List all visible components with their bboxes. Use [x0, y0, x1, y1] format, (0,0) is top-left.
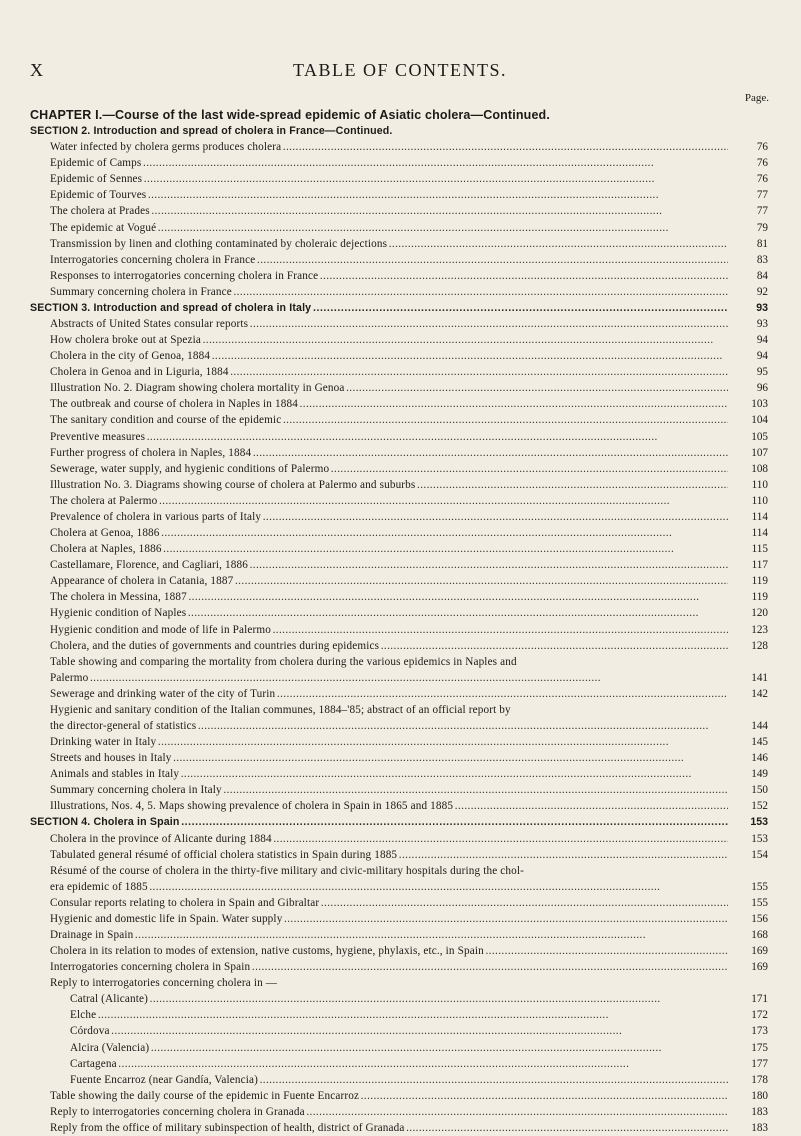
toc-entry-label	[50, 252, 728, 268]
toc-entry-label	[70, 991, 728, 1007]
toc-entry-label	[50, 509, 728, 525]
toc-entry	[30, 364, 768, 380]
toc-entry-text: Cholera at Genoa, 1886	[50, 527, 160, 540]
toc-entry	[30, 412, 768, 428]
toc-entry-text: Córdova	[70, 1025, 110, 1038]
toc-entry-text: The sanitary condition and course of the epidemic	[50, 414, 282, 427]
toc-entry-text: Hygienic condition of Naples	[50, 607, 187, 620]
toc-entry-label	[50, 557, 728, 573]
toc-entry-text: Preventive measures	[50, 430, 146, 443]
toc-entry-page: 93	[756, 301, 768, 314]
toc-entry-label	[50, 589, 728, 605]
toc-entry-page: 107	[751, 446, 768, 459]
toc-entry-text: Cholera in Genoa and in Liguria, 1884	[50, 366, 229, 379]
toc-entry-page: 141	[751, 671, 768, 684]
toc-entry-label	[50, 959, 728, 975]
toc-entry-text: Transmission by linen and clothing contaminated by choleraic dejections	[50, 237, 388, 250]
toc-entry-page: 156	[751, 912, 768, 925]
toc-entry-label	[50, 284, 728, 300]
toc-entry-page: 92	[756, 285, 768, 298]
toc-entry-text: Drainage in Spain	[50, 928, 134, 941]
toc-entry-text: Epidemic of Sennes	[50, 173, 143, 186]
toc-entry-page: 180	[751, 1089, 768, 1102]
toc-entry	[30, 1023, 768, 1039]
toc-entry	[30, 718, 768, 734]
toc-entry	[30, 589, 768, 605]
toc-entry-text: Sewerage and drinking water of the city of Turin	[50, 687, 276, 700]
toc-entry-label	[30, 300, 728, 316]
toc-entry-label	[50, 1104, 728, 1120]
toc-entry-page: 114	[751, 510, 768, 523]
toc-entry-page: 81	[756, 237, 768, 250]
toc-entry	[30, 1104, 768, 1120]
toc-entry-page: 110	[751, 494, 768, 507]
toc-entry	[30, 461, 768, 477]
toc-entry-page: 79	[756, 221, 768, 234]
toc-entry-page: 168	[751, 928, 768, 941]
toc-entry-label	[50, 139, 728, 155]
chapter-heading	[30, 107, 768, 123]
toc-entry-label	[50, 847, 728, 863]
toc-entry-text: Prevalence of cholera in various parts of Italy	[50, 510, 262, 523]
toc-entry-label	[50, 798, 728, 814]
toc-entry-page: 76	[756, 157, 768, 170]
toc-entry-page: 114	[751, 527, 768, 540]
toc-entry-label	[50, 477, 728, 493]
toc-entry	[30, 1072, 768, 1088]
toc-entry-page: 83	[756, 253, 768, 266]
toc-entry-text: Cartagena	[70, 1057, 117, 1070]
toc-entry-text: Hygienic and sanitary condition of the Italian communes, 1884–'85; abstract of an official report by	[50, 703, 511, 716]
toc-entry-text: Cholera, and the duties of governments and countries during epidemics	[50, 639, 380, 652]
toc-entry-label	[50, 863, 728, 879]
toc-entry-text: Reply to interrogatories concerning cholera in —	[50, 977, 278, 990]
toc-entry	[30, 959, 768, 975]
page-title: TABLE OF CONTENTS.	[292, 60, 508, 80]
toc-entry-label	[50, 943, 728, 959]
toc-entry-label	[50, 895, 728, 911]
toc-entry	[30, 573, 768, 589]
toc-entry-page: 77	[756, 189, 768, 202]
toc-entry	[30, 750, 768, 766]
toc-entry-label	[50, 268, 728, 284]
toc-entry-text: Sewerage, water supply, and hygienic conditions of Palermo	[50, 462, 330, 475]
toc-entry	[30, 1088, 768, 1104]
toc-entry-label	[50, 203, 728, 219]
toc-entry-label	[30, 814, 728, 830]
toc-entry-text: Alcira (Valencia)	[70, 1041, 150, 1054]
toc-entry-text: The cholera at Palermo	[50, 494, 158, 507]
toc-entry-label	[50, 686, 728, 702]
toc-entry-page: 178	[751, 1073, 768, 1086]
section-heading	[30, 300, 768, 316]
toc-entry-page: 84	[756, 269, 768, 282]
toc-entry-page: 146	[751, 752, 768, 765]
toc-entry-label	[50, 911, 728, 927]
toc-entry-label	[50, 155, 728, 171]
toc-entry	[30, 927, 768, 943]
toc-entry-text: Epidemic of Camps	[50, 157, 142, 170]
toc-entry	[30, 1007, 768, 1023]
toc-entry-label	[50, 541, 728, 557]
toc-entry-label	[50, 316, 728, 332]
toc-entry	[30, 171, 768, 187]
section-heading	[30, 814, 768, 830]
toc-entry-text: Drinking water in Italy	[50, 736, 157, 749]
toc-entry-page: 95	[756, 366, 768, 379]
toc-entry	[30, 975, 768, 991]
toc-entry	[30, 203, 768, 219]
toc-entry-label	[50, 236, 728, 252]
toc-entry-text: Catral (Alicante)	[70, 993, 149, 1006]
toc-entry-page: 153	[750, 816, 768, 829]
toc-entry	[30, 268, 768, 284]
toc-entry	[30, 525, 768, 541]
toc-entry-page: 152	[751, 800, 768, 813]
toc-entry-text: Cholera in the city of Genoa, 1884	[50, 350, 211, 363]
toc-entry-text: era epidemic of 1885	[50, 880, 148, 893]
toc-entry	[30, 605, 768, 621]
toc-entry	[30, 1040, 768, 1056]
toc-entry	[30, 396, 768, 412]
toc-entry-page: 150	[751, 784, 768, 797]
toc-entry-label	[70, 1056, 728, 1072]
toc-entry-label	[50, 702, 728, 718]
toc-entry	[30, 284, 768, 300]
toc-entry-label	[50, 461, 728, 477]
toc-entry	[30, 477, 768, 493]
toc-entry-label	[70, 1040, 728, 1056]
toc-entry-label	[50, 380, 728, 396]
toc-entry-page: 153	[751, 832, 768, 845]
toc-entry	[30, 686, 768, 702]
toc-entry	[30, 1056, 768, 1072]
toc-entry	[30, 622, 768, 638]
toc-entry	[30, 445, 768, 461]
toc-entry-text: Hygienic condition and mode of life in Palermo	[50, 623, 271, 636]
toc-entry-page: 108	[751, 462, 768, 475]
toc-entry-page: 94	[756, 350, 768, 363]
toc-entry-label	[50, 927, 728, 943]
toc-entry-label	[70, 1023, 728, 1039]
toc-entry-page: 144	[751, 719, 768, 732]
toc-entry-text: Interrogatories concerning cholera in France	[50, 253, 256, 266]
toc-entry-page: 171	[751, 993, 768, 1006]
toc-entry	[30, 1120, 768, 1136]
toc-entry	[30, 670, 768, 686]
toc-entry	[30, 654, 768, 670]
toc-entry-text: Further progress of cholera in Naples, 1884	[50, 446, 252, 459]
toc-entry-label	[50, 654, 728, 670]
toc-entry-page: 120	[751, 607, 768, 620]
toc-entry-text: Epidemic of Tourves	[50, 189, 147, 202]
toc-entry	[30, 429, 768, 445]
toc-entry-text: Reply from the office of military subinspection of health, district of Granada	[50, 1121, 405, 1134]
table-of-contents	[30, 107, 768, 1136]
toc-entry-label	[50, 670, 728, 686]
toc-entry-page: 145	[751, 736, 768, 749]
toc-entry-page: 93	[756, 318, 768, 331]
toc-entry-label	[50, 831, 728, 847]
toc-entry	[30, 895, 768, 911]
toc-entry-text: Responses to interrogatories concerning cholera in France	[50, 269, 319, 282]
toc-entry-text: Abstracts of United States consular reports	[50, 318, 249, 331]
toc-entry-page: 117	[751, 559, 768, 572]
toc-entry-text: Illustration No. 2. Diagram showing cholera mortality in Genoa	[50, 382, 345, 395]
toc-entry-page: 77	[756, 205, 768, 218]
toc-entry-text: Interrogatories concerning cholera in Spain	[50, 961, 251, 974]
toc-entry-text: Appearance of cholera in Catania, 1887	[50, 575, 234, 588]
toc-entry-label	[50, 750, 728, 766]
toc-entry-text: The cholera at Prades	[50, 205, 150, 218]
toc-entry	[30, 332, 768, 348]
toc-entry-text: Illustration No. 3. Diagrams showing course of cholera at Palermo and suburbs	[50, 478, 416, 491]
toc-entry-page: 172	[751, 1009, 768, 1022]
toc-entry-label	[50, 605, 728, 621]
toc-entry-text: Elche	[70, 1009, 97, 1022]
toc-entry	[30, 991, 768, 1007]
toc-entry-label	[30, 107, 728, 123]
toc-entry-label	[50, 348, 728, 364]
toc-entry-label	[50, 220, 728, 236]
toc-entry-text: Summary concerning cholera in Italy	[50, 784, 222, 797]
toc-entry-page: 119	[751, 591, 768, 604]
toc-entry	[30, 831, 768, 847]
toc-entry-page: 142	[751, 687, 768, 700]
toc-entry-page: 105	[751, 430, 768, 443]
toc-entry	[30, 220, 768, 236]
toc-entry-page: 175	[751, 1041, 768, 1054]
toc-entry-page: 155	[751, 880, 768, 893]
toc-entry-label	[50, 412, 728, 428]
toc-entry-page: 149	[751, 768, 768, 781]
toc-entry	[30, 863, 768, 879]
toc-entry-page: 169	[751, 945, 768, 958]
toc-entry-label	[50, 187, 728, 203]
toc-entry-text: SECTION 2. Introduction and spread of cholera in France—Continued.	[30, 125, 393, 138]
toc-entry-text: Résumé of the course of cholera in the thirty-five military and civic-military hospitals during the chol-	[50, 864, 524, 877]
toc-entry-page: 183	[751, 1121, 768, 1134]
toc-entry-page: 94	[756, 334, 768, 347]
toc-entry	[30, 782, 768, 798]
toc-entry	[30, 252, 768, 268]
toc-entry-text: Cholera in its relation to modes of extension, native customs, hygiene, phylaxis, etc., in Spain	[50, 945, 484, 958]
toc-entry	[30, 798, 768, 814]
toc-entry-text: Reply to interrogatories concerning cholera in Granada	[50, 1105, 305, 1118]
toc-entry	[30, 316, 768, 332]
toc-entry	[30, 879, 768, 895]
toc-entry-text: Table showing the daily course of the epidemic in Fuente Encarroz	[50, 1089, 360, 1102]
toc-entry	[30, 139, 768, 155]
toc-entry-label	[50, 396, 728, 412]
toc-entry	[30, 509, 768, 525]
toc-entry-label	[50, 638, 728, 654]
toc-entry	[30, 236, 768, 252]
toc-entry-text: The epidemic at Vogué	[50, 221, 157, 234]
toc-entry-text: Castellamare, Florence, and Cagliari, 1886	[50, 559, 248, 572]
toc-entry	[30, 702, 768, 718]
toc-entry-label	[50, 364, 728, 380]
running-head	[30, 60, 770, 84]
toc-entry-text: Water infected by cholera germs produces cholera	[50, 141, 282, 154]
toc-entry	[30, 541, 768, 557]
toc-entry-page: 76	[756, 173, 768, 186]
toc-entry-label	[50, 1088, 728, 1104]
page-number: X	[30, 60, 44, 80]
toc-entry-text: Summary concerning cholera in France	[50, 285, 232, 298]
toc-entry-label	[50, 879, 728, 895]
toc-entry-page: 103	[751, 398, 768, 411]
toc-entry-label	[50, 975, 728, 991]
toc-entry-label	[70, 1072, 728, 1088]
toc-entry-label	[50, 573, 728, 589]
toc-entry	[30, 911, 768, 927]
toc-entry	[30, 348, 768, 364]
toc-entry	[30, 847, 768, 863]
toc-entry-text: Cholera at Naples, 1886	[50, 543, 162, 556]
toc-entry-label	[50, 445, 728, 461]
toc-entry-label	[50, 766, 728, 782]
toc-entry-label	[50, 525, 728, 541]
toc-entry-text: Hygienic and domestic life in Spain. Water supply	[50, 912, 283, 925]
page-column-label: Page.	[744, 92, 769, 104]
toc-entry-page: 154	[751, 848, 768, 861]
toc-entry-label	[50, 493, 728, 509]
toc-entry-page: 128	[751, 639, 768, 652]
toc-entry-label	[50, 171, 728, 187]
toc-entry-page: 76	[756, 141, 768, 154]
toc-entry-text: Animals and stables in Italy	[50, 768, 180, 781]
toc-entry-text: the director-general of statistics	[50, 719, 197, 732]
toc-entry-text: Fuente Encarroz (near Gandía, Valencia)	[70, 1073, 258, 1086]
toc-entry	[30, 493, 768, 509]
toc-entry-text: Consular reports relating to cholera in Spain and Gibraltar	[50, 896, 320, 909]
toc-entry-label	[50, 622, 728, 638]
toc-entry-page: 96	[756, 382, 768, 395]
toc-entry-label	[50, 718, 728, 734]
toc-entry-page: 110	[751, 478, 768, 491]
toc-entry-text: SECTION 4. Cholera in Spain	[30, 816, 180, 829]
toc-entry-text: Tabulated general résumé of official cholera statistics in Spain during 1885	[50, 848, 398, 861]
toc-entry-label	[50, 429, 728, 445]
toc-entry-text: Table showing and comparing the mortality from cholera during the various epidemics in Naples and	[50, 655, 517, 668]
toc-entry	[30, 557, 768, 573]
toc-entry-text: How cholera broke out at Spezia	[50, 334, 201, 347]
toc-entry	[30, 187, 768, 203]
toc-entry-text: The outbreak and course of cholera in Naples in 1884	[50, 398, 298, 411]
toc-entry-page: 169	[751, 961, 768, 974]
toc-entry-page: 119	[751, 575, 768, 588]
toc-entry-label	[50, 782, 728, 798]
toc-entry-page: 183	[751, 1105, 768, 1118]
toc-entry-page: 177	[751, 1057, 768, 1070]
toc-entry	[30, 638, 768, 654]
toc-entry-text: Palermo	[50, 671, 89, 684]
toc-entry	[30, 766, 768, 782]
toc-entry	[30, 155, 768, 171]
toc-entry-label	[30, 123, 728, 139]
section-heading	[30, 123, 768, 139]
toc-entry-label	[50, 1120, 728, 1136]
toc-entry	[30, 380, 768, 396]
toc-entry-text: Cholera in the province of Alicante during 1884	[50, 832, 272, 845]
toc-entry-page: 115	[751, 543, 768, 556]
toc-entry	[30, 943, 768, 959]
toc-entry-label	[70, 1007, 728, 1023]
toc-entry-text: The cholera in Messina, 1887	[50, 591, 187, 604]
toc-entry-text: Illustrations, Nos. 4, 5. Maps showing prevalence of cholera in Spain in 1865 and 1885	[50, 800, 454, 813]
toc-entry-label	[50, 332, 728, 348]
toc-entry-page: 173	[751, 1025, 768, 1038]
toc-entry-page: 123	[751, 623, 768, 636]
toc-entry-text: SECTION 3. Introduction and spread of cholera in Italy	[30, 301, 312, 314]
toc-entry-text: CHAPTER I.—Course of the last wide-spread epidemic of Asiatic cholera—Continued.	[30, 108, 550, 122]
toc-entry-label	[50, 734, 728, 750]
toc-entry	[30, 734, 768, 750]
toc-entry-text: Streets and houses in Italy	[50, 752, 172, 765]
toc-entry-page: 104	[751, 414, 768, 427]
toc-entry-page: 155	[751, 896, 768, 909]
